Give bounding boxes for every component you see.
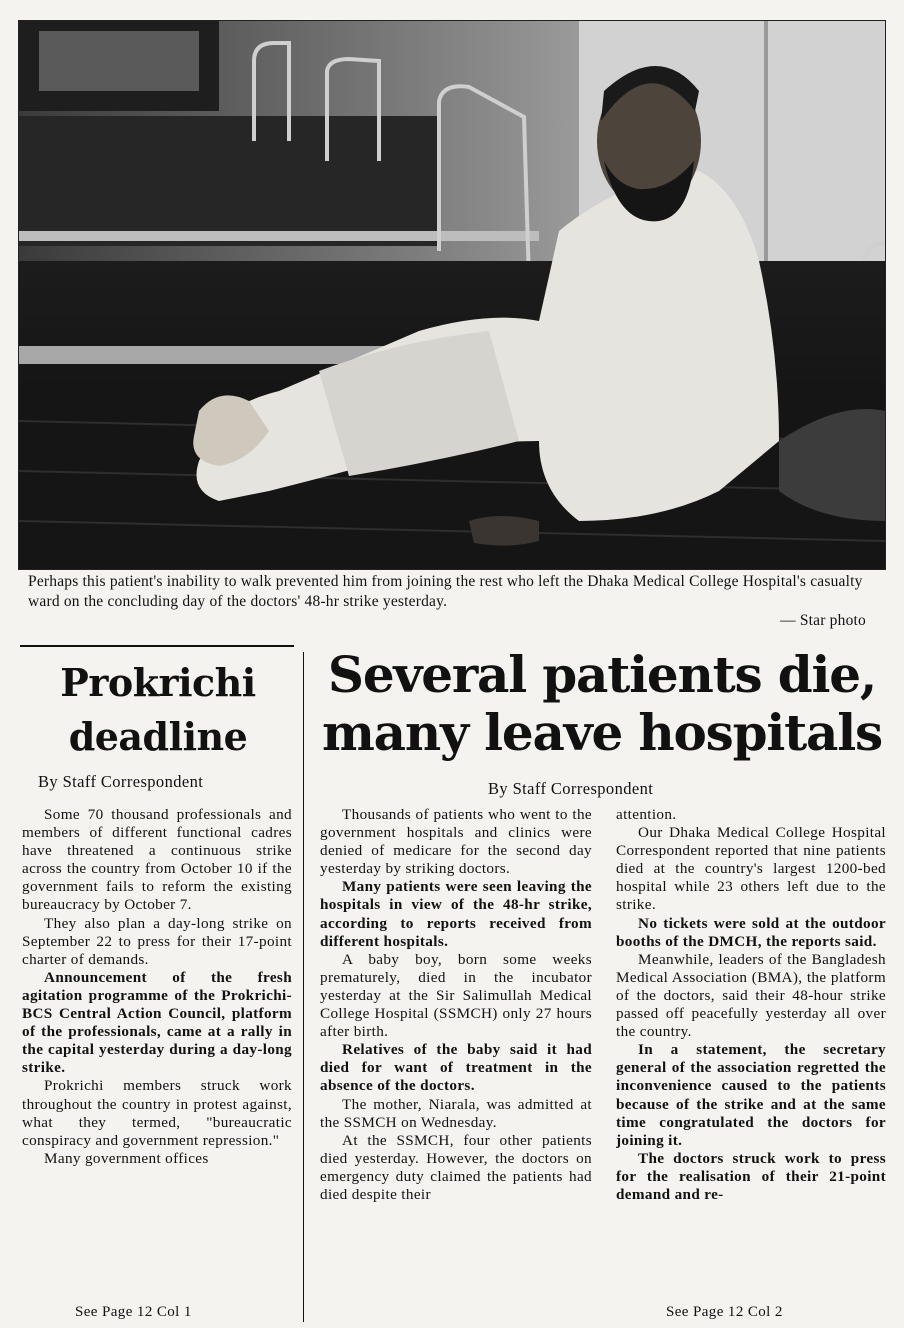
news-photo: [18, 20, 886, 570]
side-paragraph: Some 70 thousand professionals and members of different functional cadres have threatened a continuous strike across the country from October 10 if the government fails to reform the existing bureaucracy by October 7.: [22, 806, 292, 914]
main-story-headline: [312, 646, 892, 762]
main-headline-line-1: Several patients die,: [327, 645, 877, 704]
main-paragraph: Many patients were seen leaving the hospitals in view of the 48-hr strike, according to reports received from different hospitals.: [320, 878, 592, 950]
caption-text: Perhaps this patient's inability to walk prevented him from joining the rest who left the Dhaka Medical College Hospital's casualty ward on the concluding day of the doctors' 48-hr strike yesterday.: [28, 573, 863, 610]
main-story-column-1: [320, 806, 592, 1314]
main-paragraph: Our Dhaka Medical College Hospital Correspondent reported that nine patients died at the country's largest 1200-bed hospital while 23 others left due to the strike.: [616, 824, 886, 914]
main-story-column-2: [616, 806, 886, 1302]
main-paragraph: In a statement, the secretary general of the association regretted the inconvenience caused to the patients because of the strike and at the same time congratulated the doctors for joining it.: [616, 1041, 886, 1149]
main-story-continued: See Page 12 Col 2: [666, 1304, 783, 1320]
side-paragraph: Prokrichi members struck work throughout the country in protest against, what they termed, "bureaucratic conspiracy and government repression.": [22, 1077, 292, 1149]
side-paragraph: They also plan a day-long strike on September 22 to press for their 17-point charter of demands.: [22, 914, 292, 968]
main-paragraph: No tickets were sold at the outdoor booths of the DMCH, the reports said.: [616, 914, 886, 950]
patient-photo-illustration: [19, 21, 885, 569]
photo-caption: [28, 572, 878, 631]
side-story-headline: [20, 656, 296, 764]
main-col2-lead: attention.: [616, 806, 677, 823]
side-paragraph: Many government offices: [44, 1149, 209, 1167]
main-story-byline: By Staff Correspondent: [488, 779, 654, 798]
side-headline-line-1: Prokrichi: [60, 660, 256, 705]
side-headline-line-2: deadline: [68, 714, 248, 759]
side-story-byline: By Staff Correspondent: [38, 772, 204, 791]
side-paragraph: Announcement of the fresh agitation programme of the Prokrichi-BCS Central Action Council, platform of the professionals, came at a rally in the capital yesterday during a day-long strike.: [22, 968, 292, 1077]
main-paragraph: A baby boy, born some weeks prematurely, died in the incubator yesterday at the Sir Salimullah Medical College Hospital (SSMCH) only 27 hours after birth.: [320, 950, 592, 1041]
main-paragraph: Thousands of patients who went to the government hospitals and clinics were denied of medicare for the second day yesterday by striking doctors.: [320, 806, 592, 878]
photo-credit: — Star photo: [780, 612, 866, 629]
column-divider: [303, 652, 304, 1322]
main-paragraph: At the SSMCH, four other patients died yesterday. However, the doctors on emergency duty claimed the patients had died despite their: [320, 1131, 592, 1203]
side-story-body: [22, 806, 292, 1304]
main-paragraph: The doctors struck work to press for the realisation of their 21-point demand and re-: [616, 1149, 886, 1203]
main-paragraph: Relatives of the baby said it had died for want of treatment in the absence of the doctors.: [320, 1041, 592, 1095]
column-rule-top: [20, 645, 294, 647]
main-headline-line-2: many leave hospitals: [321, 703, 883, 762]
main-paragraph: The mother, Niarala, was admitted at the SSMCH on Wednesday.: [320, 1095, 592, 1131]
main-paragraph: Meanwhile, leaders of the Bangladesh Medical Association (BMA), the platform of the doctors, said their 48-hour strike passed off peacefully yesterday all over the country.: [616, 950, 886, 1041]
side-story-continued: See Page 12 Col 1: [75, 1304, 192, 1320]
